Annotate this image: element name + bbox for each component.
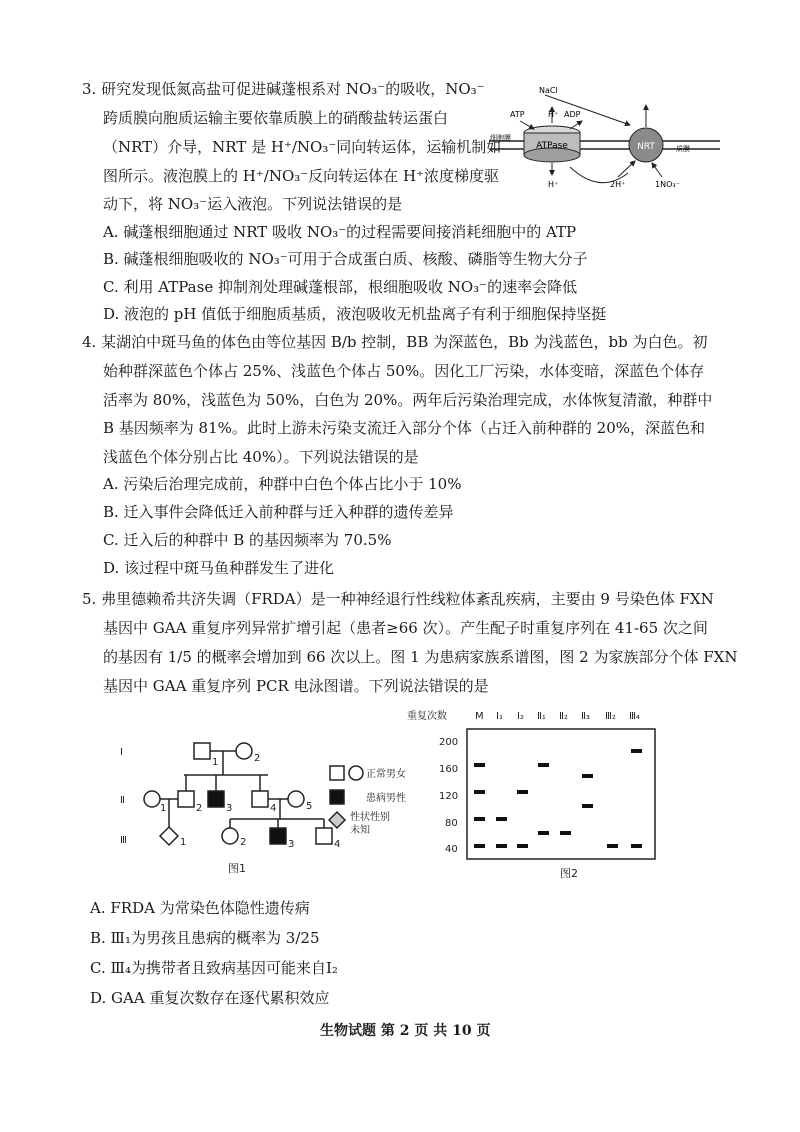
fig1-caption: 图1 xyxy=(228,862,246,875)
band-iii2-40 xyxy=(607,844,618,848)
q3-line-3: （NRT）介导，NRT 是 H⁺/NO₃⁻同向转运体，运输机制如 xyxy=(103,138,502,156)
q3-option-c: C. 利用 ATPase 抑制剂处理碱蓬根部，根细胞吸收 NO₃⁻的速率会降低 xyxy=(103,278,578,296)
band-m-40 xyxy=(474,844,485,848)
band-ii1-160 xyxy=(538,763,549,767)
q3-line-1: 3. 研究发现低氮高盐可促进碱蓬根系对 NO₃⁻的吸收，NO₃⁻ xyxy=(82,80,485,98)
q4-option-d: D. 该过程中斑马鱼种群发生了进化 xyxy=(103,559,335,577)
band-ii2-60 xyxy=(560,831,571,835)
ytick-120: 120 xyxy=(439,791,459,802)
ii3-num: 3 xyxy=(226,803,233,814)
band-iii4-40 xyxy=(631,844,642,848)
gen-ii-label: Ⅱ xyxy=(120,795,125,806)
gen-iii-label: Ⅲ xyxy=(120,835,127,846)
ii1-num: 1 xyxy=(160,803,167,814)
left-membrane-label: 细胞膜 xyxy=(490,134,511,142)
iii4-num: 4 xyxy=(334,839,341,850)
h-top-label: H⁺ xyxy=(548,110,559,119)
lane-i2: Ⅰ₂ xyxy=(517,711,524,722)
q3-line-4: 图所示。液泡膜上的 H⁺/NO₃⁻反向转运体在 H⁺浓度梯度驱 xyxy=(103,167,499,185)
two-h-label: 2H⁺ xyxy=(610,180,626,189)
i1-num: 1 xyxy=(212,757,219,768)
i2-num: 2 xyxy=(254,753,261,764)
iii3-num: 3 xyxy=(288,839,295,850)
ytick-160: 160 xyxy=(439,764,459,775)
band-i2-40 xyxy=(517,844,528,848)
fig2-caption: 图2 xyxy=(560,867,578,880)
gel-figure xyxy=(405,705,675,885)
q4-line-1: 4. 某湖泊中斑马鱼的体色由等位基因 B/b 控制，BB 为深蓝色，Bb 为浅蓝色，bb 为白色。初 xyxy=(82,333,708,351)
q4-option-a: A. 污染后治理完成前，种群中白色个体占比小于 10% xyxy=(103,475,462,493)
lane-ii3: Ⅱ₃ xyxy=(581,711,590,722)
no3-label: 1NO₃⁻ xyxy=(655,180,680,189)
q4-option-c: C. 迁入后的种群中 B 的基因频率为 70.5% xyxy=(103,531,392,549)
band-m-80 xyxy=(474,817,485,821)
lane-m: M xyxy=(475,711,484,722)
iii1-num: 1 xyxy=(180,837,187,848)
band-i1-80 xyxy=(496,817,507,821)
q4-line-3: 活率为 80%，浅蓝色为 50%，白色为 20%。两年后污染治理完成，水体恢复清澈，种群中 xyxy=(103,391,713,409)
legend-unknown-1: 性状性别 xyxy=(350,812,390,823)
q4-line-2: 始种群深蓝色个体占 25%、浅蓝色个体占 50%。因化工厂污染，水体变暗，深蓝色个体存 xyxy=(103,362,705,380)
legend-unknown-2: 未知 xyxy=(350,825,370,836)
q5-option-a: A. FRDA 为常染色体隐性遗传病 xyxy=(90,899,310,917)
ii4-num: 4 xyxy=(270,803,277,814)
q5-line-3: 的基因有 1/5 的概率会增加到 66 次以上。图 1 为患病家族系谱图，图 2 为家族部分个体 FXN xyxy=(103,648,738,666)
q3-option-b: B. 碱蓬根细胞吸收的 NO₃⁻可用于合成蛋白质、核酸、磷脂等生物大分子 xyxy=(103,250,588,268)
q3-line-5: 动下，将 NO₃⁻运入液泡。下列说法错误的是 xyxy=(103,195,403,213)
lane-i1: Ⅰ₁ xyxy=(496,711,503,722)
lane-iii4: Ⅲ₄ xyxy=(629,711,640,722)
gel-header: 重复次数 xyxy=(407,711,447,722)
lane-iii2: Ⅲ₂ xyxy=(605,711,616,722)
gen-i-label: Ⅰ xyxy=(120,747,123,758)
q3-line-2: 跨质膜向胞质运输主要依靠质膜上的硝酸盐转运蛋白 xyxy=(103,109,449,127)
band-i2-120 xyxy=(517,790,528,794)
ytick-200: 200 xyxy=(439,737,459,748)
atp-label: ATP xyxy=(510,110,525,119)
nacl-label: NaCl xyxy=(539,86,558,95)
q5-line-2: 基因中 GAA 重复序列异常扩增引起（患者≥66 次）。产生配子时重复序列在 41-65 次之间 xyxy=(103,619,708,637)
band-iii4-185 xyxy=(631,749,642,753)
band-i1-40 xyxy=(496,844,507,848)
q5-option-c: C. Ⅲ₄为携带者且致病基因可能来自Ⅰ₂ xyxy=(90,959,338,977)
ytick-80: 80 xyxy=(445,818,458,829)
atpase-label: ATPase xyxy=(536,141,568,151)
q3-option-a: A. 碱蓬根细胞通过 NRT 吸收 NO₃⁻的过程需要间接消耗细胞中的 ATP xyxy=(103,223,577,241)
q3-transport-figure xyxy=(490,83,720,203)
q4-line-5: 浅蓝色个体分别占比 40%）。下列说法错误的是 xyxy=(103,448,419,466)
band-m-160 xyxy=(474,763,485,767)
band-ii3-145 xyxy=(582,774,593,778)
q3-option-d: D. 液泡的 pH 值低于细胞质基质，液泡吸收无机盐离子有利于细胞保持坚挺 xyxy=(103,305,607,323)
band-m-120 xyxy=(474,790,485,794)
legend-normal: 正常男女 xyxy=(366,769,406,780)
right-membrane-label: 质膜 xyxy=(676,145,690,153)
adp-label: ADP xyxy=(564,110,581,119)
ii5-num: 5 xyxy=(306,801,313,812)
lane-ii1: Ⅱ₁ xyxy=(537,711,546,722)
h-bottom-label: H⁺ xyxy=(548,180,559,189)
band-ii1-60 xyxy=(538,831,549,835)
band-ii3-105 xyxy=(582,804,593,808)
q4-option-b: B. 迁入事件会降低迁入前种群与迁入种群的遗传差异 xyxy=(103,503,454,521)
nrt-label: NRT xyxy=(637,142,655,152)
q5-line-1: 5. 弗里德赖希共济失调（FRDA）是一种神经退行性线粒体紊乱疾病，主要由 9 号染色体 FXN xyxy=(82,590,714,608)
q5-option-d: D. GAA 重复次数存在逐代累积效应 xyxy=(90,989,330,1007)
q5-option-b: B. Ⅲ₁为男孩且患病的概率为 3/25 xyxy=(90,929,320,947)
q4-line-4: B 基因频率为 81%。此时上游未污染支流迁入部分个体（占迁入前种群的 20%，深蓝色和 xyxy=(103,419,706,437)
ii2-num: 2 xyxy=(196,803,203,814)
legend-affected-male: 患病男性 xyxy=(366,793,406,804)
page-footer: 生物试题 第 2 页 共 10 页 xyxy=(320,1023,491,1039)
ytick-40: 40 xyxy=(445,844,458,855)
lane-ii2: Ⅱ₂ xyxy=(559,711,568,722)
iii2-num: 2 xyxy=(240,837,247,848)
q5-line-4: 基因中 GAA 重复序列 PCR 电泳图谱。下列说法错误的是 xyxy=(103,677,489,695)
